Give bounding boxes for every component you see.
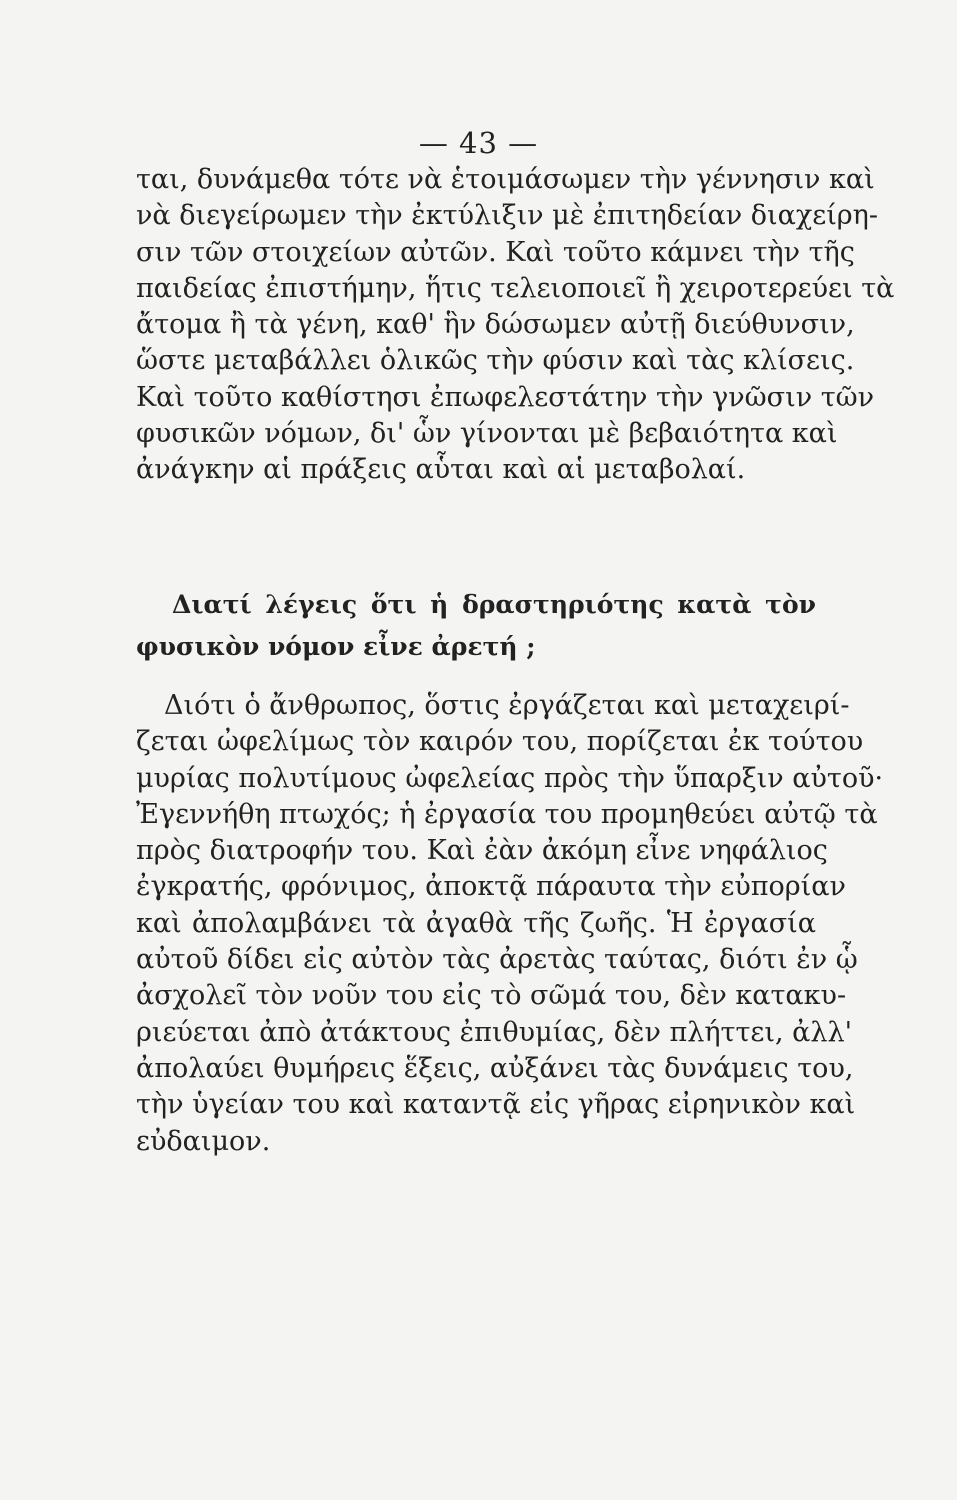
text-line: ζεται ὠφελίμως τὸν καιρόν του, πορίζεται ἐκ τούτου	[136, 726, 864, 758]
text-line: σιν τῶν στοιχείων αὐτῶν. Καὶ τοῦτο κάμνει τὴν τῆς	[136, 236, 855, 268]
text-line: Διότι ὁ ἄνθρωπος, ὅστις ἐργάζεται καὶ μεταχειρί-	[164, 690, 850, 721]
question-heading	[136, 584, 816, 668]
question-line: Διατί λέγεις ὅτι ἡ δραστηριότης κατὰ τὸν	[172, 590, 816, 619]
text-line: μυρίας πολυτίμους ὠφελείας πρὸς τὴν ὕπαρξιν αὐτοῦ·	[136, 762, 884, 794]
text-line: καὶ ἀπολαμβάνει τὰ ἀγαθὰ τῆς ζωῆς. Ἡ ἐργασία	[136, 907, 816, 939]
page-number: — 43 —	[418, 126, 539, 160]
text-line: ἄτομα ἢ τὰ γένη, καθ' ἣν δώσωμεν αὐτῇ διεύθυνσιν,	[136, 309, 855, 341]
text-line: φυσικῶν νόμων, δι' ὧν γίνονται μὲ βεβαιότητα καὶ	[136, 418, 838, 450]
text-line: αὐτοῦ δίδει εἰς αὐτὸν τὰς ἀρετὰς ταύτας, διότι ἐν ᾧ	[136, 944, 858, 976]
text-line: ἀνάγκην αἱ πράξεις αὗται καὶ αἱ μεταβολαί.	[136, 454, 746, 486]
text-line: ὥστε μεταβάλλει ὁλικῶς τὴν φύσιν καὶ τὰς κλίσεις.	[136, 345, 855, 377]
text-line: νὰ διεγείρωμεν τὴν ἐκτύλιξιν μὲ ἐπιτηδείαν διαχείρη-	[136, 200, 878, 232]
text-line: ἐγκρατής, φρόνιμος, ἀποκτᾷ πάραυτα τὴν εὐπορίαν	[136, 871, 846, 903]
text-line: πρὸς διατροφήν του. Καὶ ἐὰν ἀκόμη εἶνε νηφάλιος	[136, 835, 828, 867]
paragraph-continued	[136, 162, 895, 489]
text-line: ριεύεται ἀπὸ ἀτάκτους ἐπιθυμίας, δὲν πλήττει, ἀλλ'	[136, 1016, 853, 1048]
question-line: φυσικὸν νόμον εἶνε ἀρετή ;	[136, 632, 536, 661]
text-line: τὴν ὑγείαν του καὶ καταντᾷ εἰς γῆρας εἰρηνικὸν καὶ	[136, 1089, 856, 1121]
answer-paragraph	[136, 688, 884, 1160]
text-line: Ἐγεννήθη πτωχός; ἡ ἐργασία του προμηθεύει αὐτῷ τὰ	[136, 798, 878, 830]
text-line: παιδείας ἐπιστήμην, ἥτις τελειοποιεῖ ἢ χειροτερεύει τὰ	[136, 272, 895, 304]
text-line: Καὶ τοῦτο καθίστησι ἐπωφελεστάτην τὴν γνῶσιν τῶν	[136, 381, 875, 413]
text-line: ται, δυνάμεθα τότε νὰ ἑτοιμάσωμεν τὴν γέννησιν καὶ	[136, 164, 875, 195]
text-line: ἀπολαύει θυμήρεις ἕξεις, αὐξάνει τὰς δυνάμεις του,	[136, 1052, 854, 1084]
text-line: εὐδαιμον.	[136, 1125, 271, 1157]
text-line: ἀσχολεῖ τὸν νοῦν του εἰς τὸ σῶμά του, δὲν κατακυ-	[136, 980, 847, 1012]
